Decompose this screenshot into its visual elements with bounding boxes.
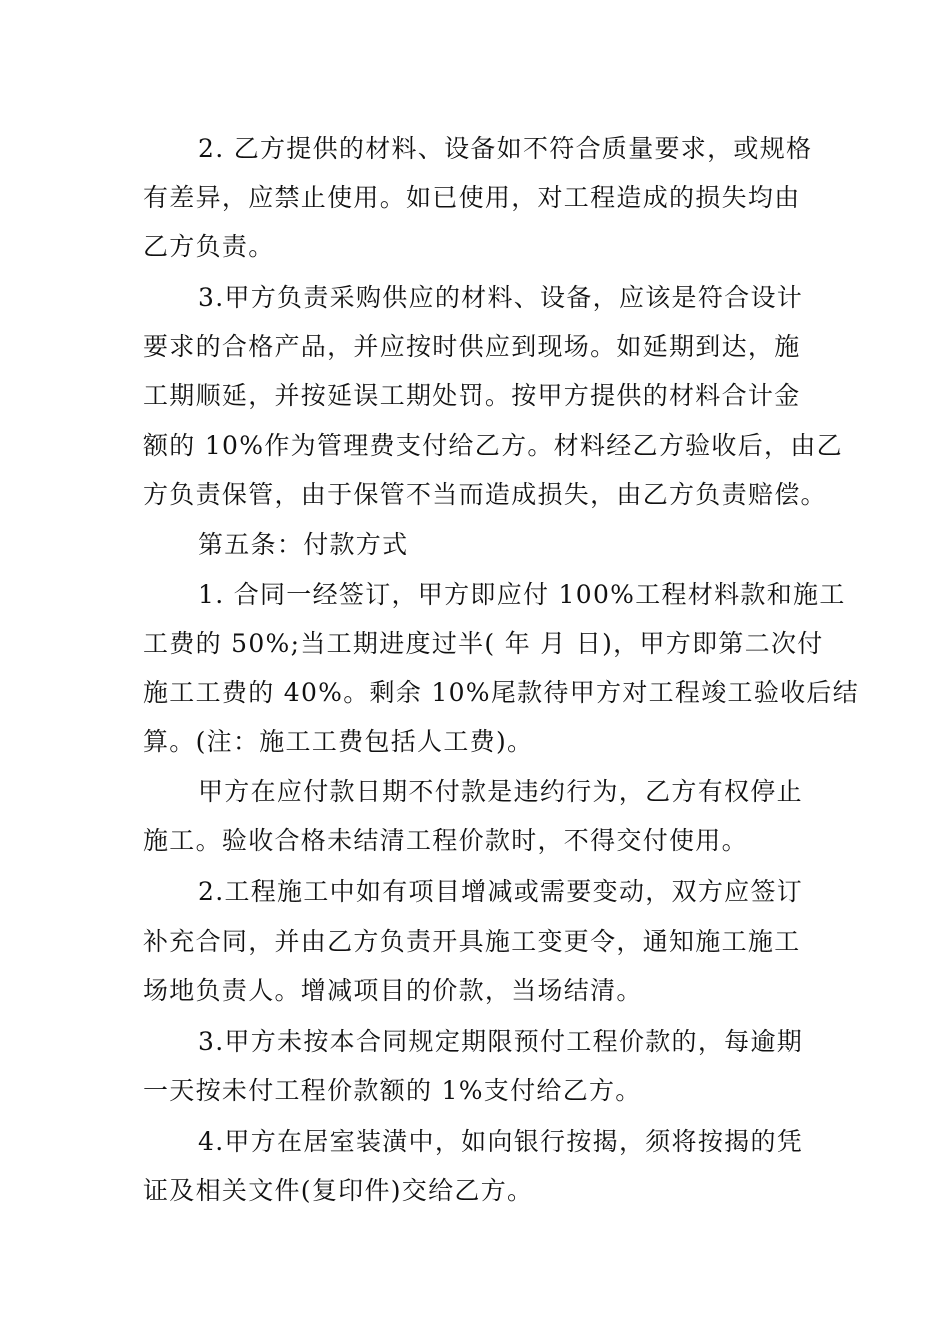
paragraph-line: 方负责保管，由于保管不当而造成损失，由乙方负责赔偿。	[143, 479, 827, 509]
section-heading-text: 第五条：付款方式	[198, 529, 409, 559]
paragraph-line: 要求的合格产品，并应按时供应到现场。如延期到达，施	[143, 332, 801, 362]
paragraph-line: 2.工程施工中如有项目增减或需要变动，双方应签订	[198, 877, 804, 907]
paragraph-line: 算。(注：施工工费包括人工费)。	[143, 727, 534, 757]
paragraph-payment-default	[143, 767, 808, 865]
paragraph-line: 施工工费的 40%。剩余 10%尾款待甲方对工程竣工验收后结	[143, 678, 860, 708]
paragraph-line: 乙方负责。	[143, 232, 275, 262]
paragraph-clause-2-supplier-materials	[143, 124, 813, 271]
section-heading-article-5	[143, 520, 808, 569]
paragraph-line: 4.甲方在居室装潢中，如向银行按揭，须将按揭的凭	[198, 1126, 804, 1156]
paragraph-clause-3-purchaser-materials	[143, 273, 843, 518]
paragraph-line: 额的 10%作为管理费支付给乙方。材料经乙方验收后，由乙	[143, 430, 843, 460]
paragraph-line: 有差异，应禁止使用。如已使用，对工程造成的损失均由	[143, 183, 801, 213]
paragraph-payment-4	[143, 1117, 808, 1215]
paragraph-payment-3	[143, 1017, 808, 1115]
paragraph-payment-2	[143, 867, 808, 1014]
paragraph-line: 工期顺延，并按延误工期处罚。按甲方提供的材料合计金	[143, 381, 801, 411]
document-body	[143, 124, 860, 1215]
paragraph-line: 证及相关文件(复印件)交给乙方。	[143, 1175, 534, 1205]
paragraph-line: 1. 合同一经签订，甲方即应付 100%工程材料款和施工	[198, 579, 846, 609]
paragraph-line: 工费的 50%;当工期进度过半( 年 月 日)，甲方即第二次付	[143, 628, 824, 658]
paragraph-payment-1	[143, 570, 860, 766]
paragraph-line: 场地负责人。增减项目的价款，当场结清。	[143, 975, 643, 1005]
paragraph-line: 一天按未付工程价款额的 1%支付给乙方。	[143, 1075, 642, 1105]
paragraph-line: 补充合同，并由乙方负责开具施工变更令，通知施工施工	[143, 926, 801, 956]
paragraph-line: 施工。验收合格未结清工程价款时，不得交付使用。	[143, 826, 748, 856]
paragraph-line: 3.甲方未按本合同规定期限预付工程价款的，每逾期	[198, 1026, 804, 1056]
paragraph-line: 2. 乙方提供的材料、设备如不符合质量要求，或规格	[198, 134, 813, 163]
paragraph-line: 甲方在应付款日期不付款是违约行为，乙方有权停止	[198, 777, 803, 807]
paragraph-line: 3.甲方负责采购供应的材料、设备，应该是符合设计	[198, 283, 804, 313]
